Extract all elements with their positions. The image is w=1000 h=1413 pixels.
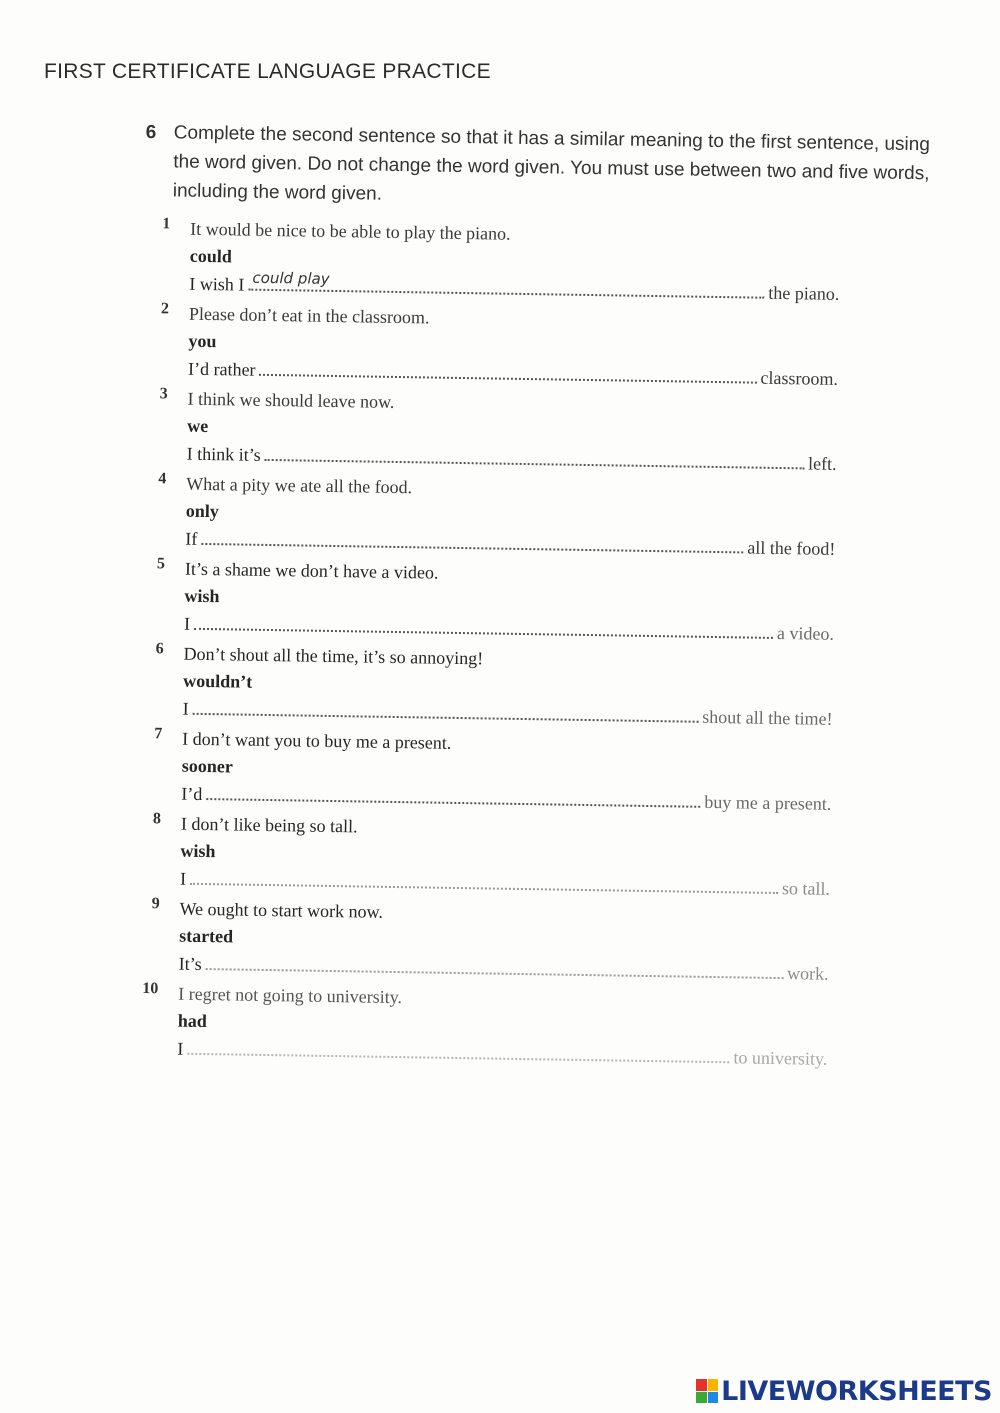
answer-tail-text: left. — [807, 453, 837, 474]
item-keyword: started — [179, 925, 234, 947]
exercise-item — [142, 300, 943, 398]
item-keyword: you — [188, 330, 217, 352]
exercise-item — [132, 895, 933, 993]
answer-lead-text: I — [177, 1038, 184, 1059]
answer-blank[interactable] — [187, 1037, 729, 1064]
answer-tail-text: a video. — [776, 622, 835, 644]
answer-tail-text: shout all the time! — [702, 706, 833, 729]
exercise-item — [139, 470, 940, 568]
exercise-instructions: Complete the second sentence so that it has a similar meaning to the first sentence, using the word given. Do not change the word given. You must use between two and five words, including the word given. — [172, 122, 931, 205]
answer-blank[interactable] — [194, 612, 773, 639]
exercise-header — [145, 118, 946, 218]
answer-blank[interactable] — [193, 697, 699, 723]
answer-blank[interactable] — [190, 867, 778, 894]
item-sentence: Please don’t eat in the classroom. — [188, 303, 430, 328]
exercise-item — [143, 215, 944, 313]
item-sentence: I don’t like being so tall. — [180, 813, 358, 837]
answer-lead-text: I think it’s — [186, 443, 261, 465]
item-sentence: What a pity we ate all the food. — [186, 473, 413, 498]
item-keyword: wish — [180, 840, 216, 862]
logo-square-green — [696, 1392, 707, 1404]
answer-lead-text: I wish I — [189, 273, 245, 295]
item-number: 9 — [151, 895, 160, 913]
item-keyword: had — [177, 1010, 208, 1032]
exercise-item — [140, 385, 941, 483]
answer-lead-text: I — [183, 613, 191, 634]
item-sentence: I regret not going to university. — [178, 983, 403, 1008]
answer-lead-text: If — [185, 528, 198, 549]
logo-square-yellow — [708, 1379, 719, 1391]
answer-tail-text: to university. — [733, 1047, 828, 1069]
logo-square-blue — [708, 1392, 719, 1404]
item-number: 7 — [154, 725, 163, 743]
answer-tail-text: all the food! — [747, 537, 836, 559]
item-number: 2 — [160, 300, 170, 318]
answer-tail-text: work. — [786, 963, 829, 984]
item-keyword: we — [187, 415, 209, 437]
item-number: 5 — [156, 555, 166, 573]
book-title: FIRST CERTIFICATE LANGUAGE PRACTICE — [44, 60, 491, 83]
answer-tail-text: so tall. — [781, 878, 831, 899]
exercise-item — [138, 555, 939, 653]
item-keyword: only — [185, 500, 220, 522]
logo-square-red — [696, 1379, 707, 1391]
item-number: 8 — [152, 810, 162, 828]
exercise-item — [136, 640, 937, 738]
item-sentence: It would be nice to be able to play the piano. — [190, 218, 511, 244]
liveworksheets-logo-icon — [696, 1379, 718, 1403]
item-keyword: wish — [184, 585, 220, 607]
item-sentence: It’s a shame we don’t have a video. — [184, 558, 439, 583]
answer-blank[interactable] — [259, 358, 756, 384]
answer-lead-text: It’s — [178, 953, 202, 974]
answer-blank[interactable] — [248, 268, 764, 299]
exercise-item — [134, 810, 935, 908]
liveworksheets-logo — [696, 1371, 992, 1411]
handwritten-answer: could play — [252, 268, 330, 288]
exercise-number: 6 — [145, 121, 157, 144]
exercise-item — [135, 725, 936, 823]
item-number: 3 — [159, 385, 168, 403]
answer-blank[interactable] — [201, 527, 743, 554]
item-sentence: We ought to start work now. — [179, 898, 384, 922]
logo-text: LIVEWORKSHEETS — [721, 1375, 992, 1407]
answer-tail-text: the piano. — [768, 282, 840, 304]
answer-lead-text: I’d rather — [187, 358, 256, 380]
exercise-section — [131, 118, 946, 1077]
item-number: 4 — [158, 470, 167, 488]
item-sentence: I think we should leave now. — [187, 388, 395, 412]
item-number: 1 — [162, 215, 171, 233]
item-keyword: wouldn’t — [183, 670, 253, 692]
item-keyword: could — [189, 245, 233, 267]
answer-lead-text: I — [179, 868, 187, 889]
answer-blank[interactable] — [206, 952, 784, 979]
item-number: 6 — [155, 640, 164, 658]
item-sentence: Don’t shout all the time, it’s so annoying! — [183, 643, 484, 669]
answer-line — [177, 1037, 827, 1073]
answer-lead-text: I’d — [181, 783, 203, 804]
answer-blank[interactable] — [206, 782, 700, 808]
item-number: 10 — [142, 980, 159, 998]
exercise-item — [131, 980, 932, 1078]
answer-lead-text: I — [182, 698, 189, 719]
item-keyword: sooner — [181, 755, 233, 777]
answer-tail-text: classroom. — [760, 367, 839, 389]
exercise-items — [131, 215, 944, 1077]
answer-blank[interactable] — [265, 443, 805, 469]
answer-tail-text: buy me a present. — [704, 791, 832, 814]
item-sentence: I don’t want you to buy me a present. — [182, 728, 452, 753]
